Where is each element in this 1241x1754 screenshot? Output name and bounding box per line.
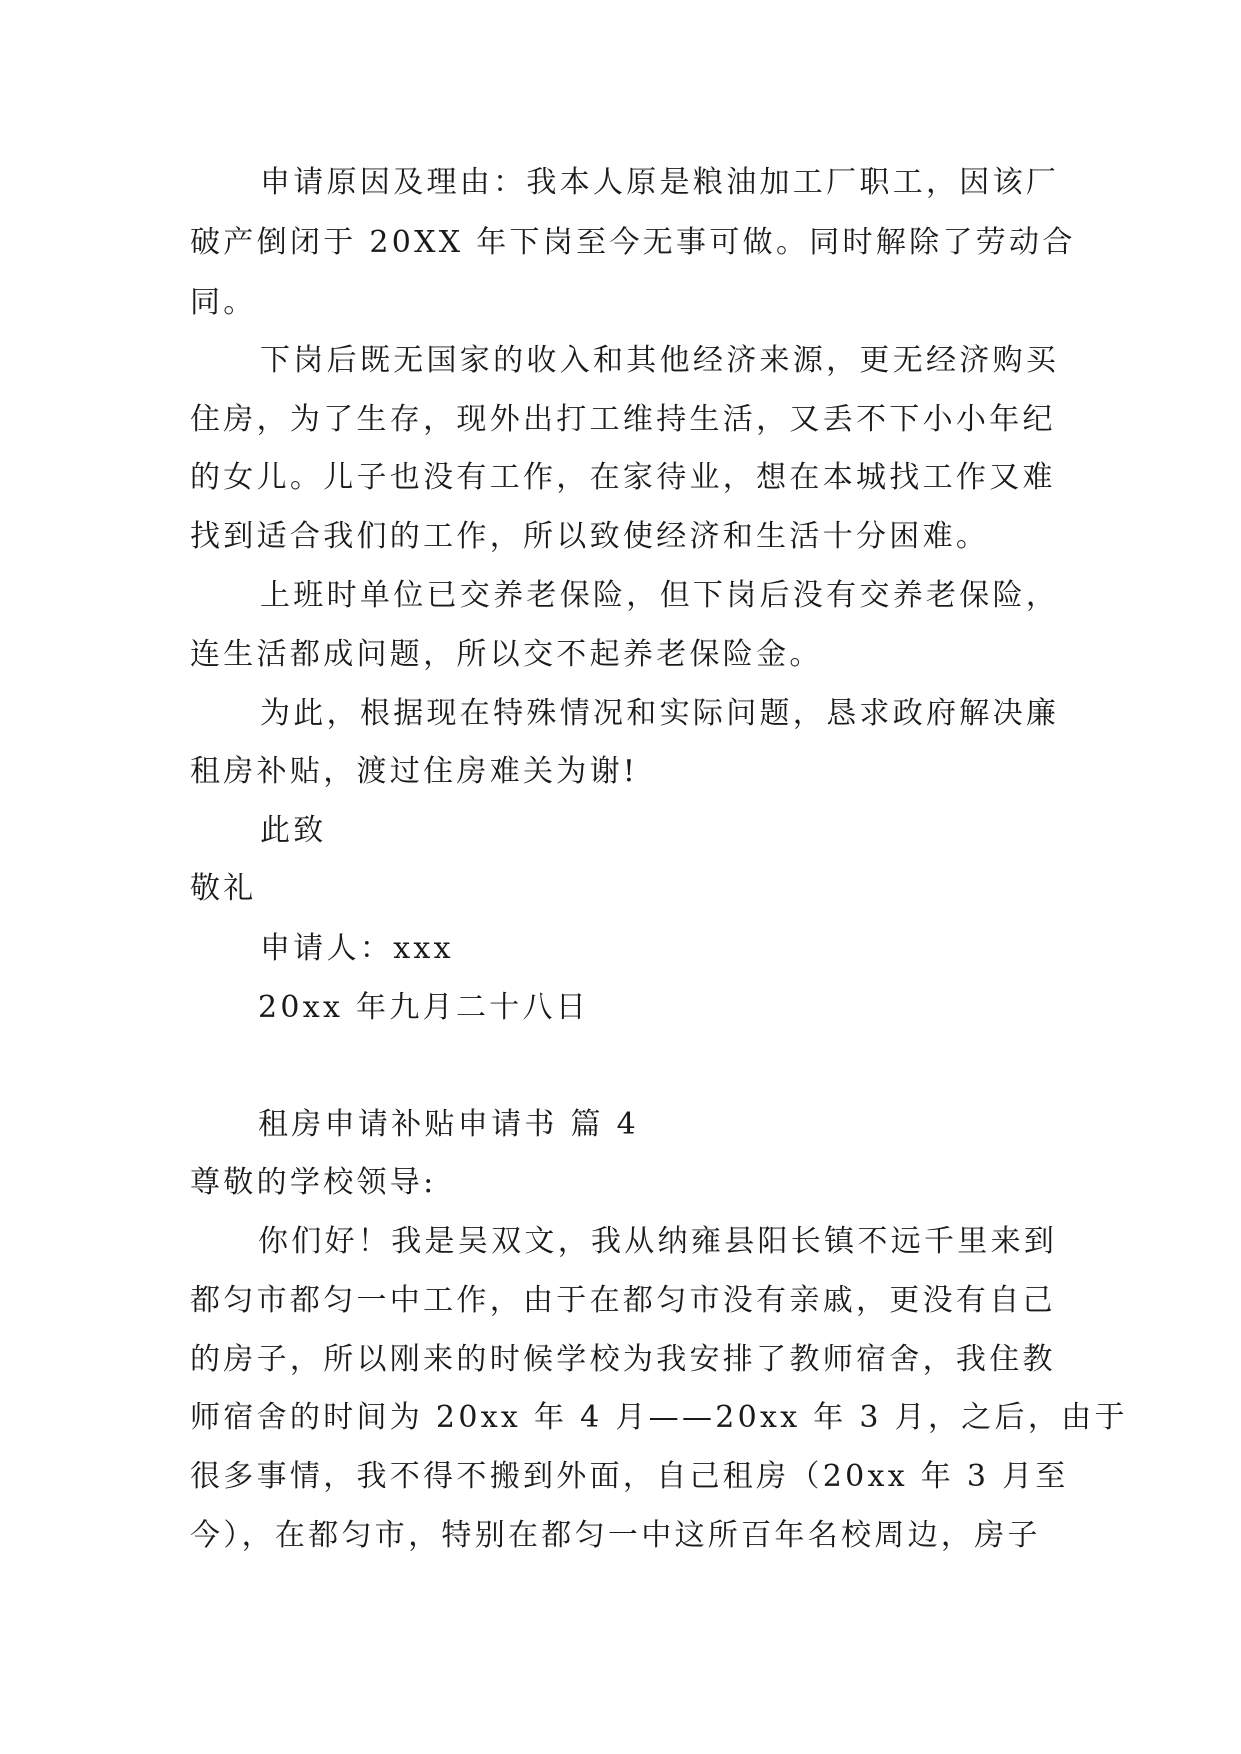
paragraph-income-line-2: 住房，为了生存，现外出打工维持生活，又丢不下小小年纪 — [190, 402, 1056, 437]
paragraph-request-line-1: 为此，根据现在特殊情况和实际问题，恳求政府解决廉 — [260, 696, 1060, 731]
paragraph-insurance-line-2: 连生活都成问题，所以交不起养老保险金。 — [190, 637, 823, 672]
paragraph-insurance-line-1: 上班时单位已交养老保险，但下岗后没有交养老保险， — [260, 578, 1060, 613]
paragraph-reason-line-2: 破产倒闭于 20XX 年下岗至今无事可做。同时解除了劳动合 — [190, 225, 1076, 260]
paragraph-intro-line-5: 很多事情，我不得不搬到外面，自己租房（20xx 年 3 月至 — [190, 1459, 1069, 1494]
paragraph-reason-line-1: 申请原因及理由：我本人原是粮油加工厂职工，因该厂 — [260, 165, 1060, 200]
paragraph-intro-line-4: 师宿舍的时间为 20xx 年 4 月——20xx 年 3 月，之后，由于 — [190, 1400, 1128, 1435]
paragraph-request-line-2: 租房补贴，渡过住房难关为谢! — [190, 754, 639, 789]
closing-respect: 敬礼 — [190, 871, 257, 906]
paragraph-intro-line-3: 的房子，所以刚来的时候学校为我安排了教师宿舍，我住教 — [190, 1342, 1056, 1377]
paragraph-reason-line-3: 同。 — [190, 285, 257, 320]
applicant-signature: 申请人：xxx — [260, 931, 454, 966]
paragraph-income-line-4: 找到适合我们的工作，所以致使经济和生活十分困难。 — [190, 519, 990, 554]
letter-greeting: 尊敬的学校领导: — [190, 1165, 437, 1200]
closing-salutation: 此致 — [260, 813, 327, 848]
paragraph-income-line-1: 下岗后既无国家的收入和其他经济来源，更无经济购买 — [260, 343, 1060, 378]
signature-date: 20xx 年九月二十八日 — [258, 990, 590, 1025]
section-title: 租房申请补贴申请书 篇 4 — [258, 1107, 640, 1142]
paragraph-intro-line-1: 你们好！我是吴双文，我从纳雍县阳长镇不远千里来到 — [258, 1224, 1058, 1259]
paragraph-intro-line-2: 都匀市都匀一中工作，由于在都匀市没有亲戚，更没有自己 — [190, 1283, 1056, 1318]
paragraph-income-line-3: 的女儿。儿子也没有工作，在家待业，想在本城找工作又难 — [190, 460, 1056, 495]
paragraph-intro-line-6: 今），在都匀市，特别在都匀一中这所百年名校周边，房子 — [190, 1518, 1041, 1553]
